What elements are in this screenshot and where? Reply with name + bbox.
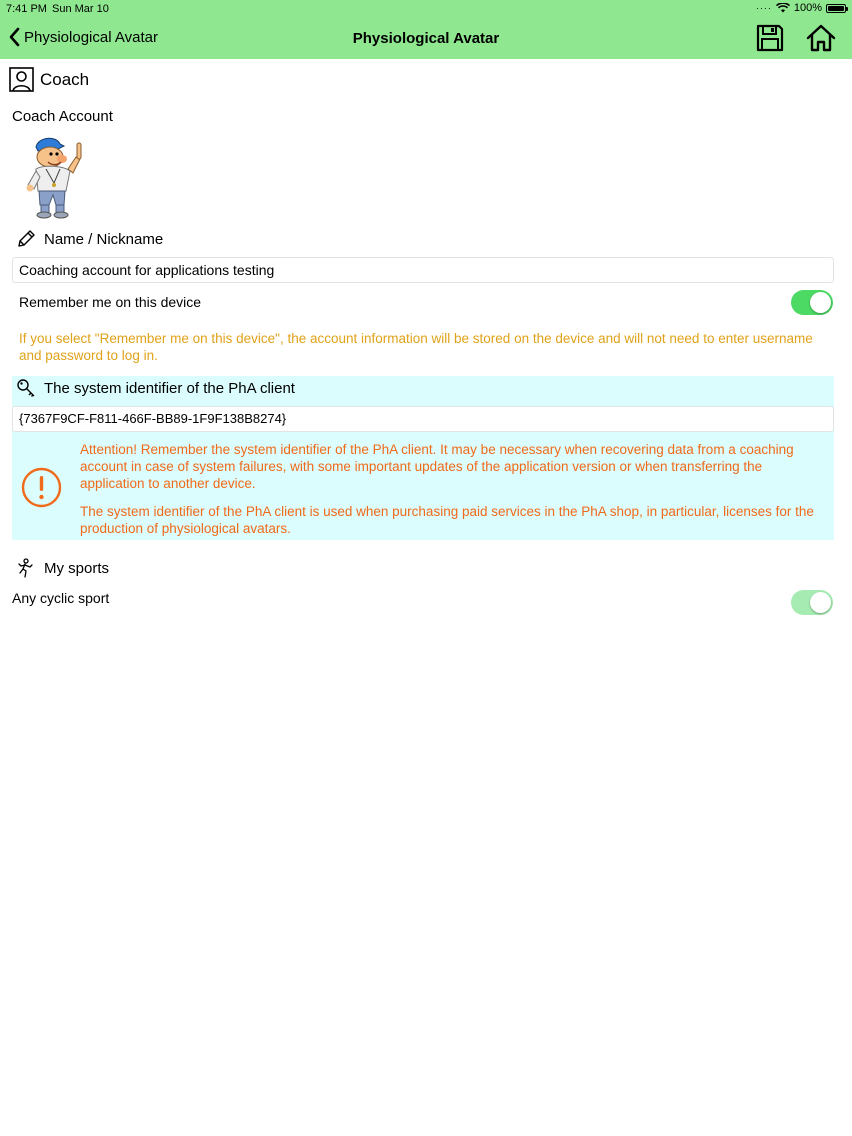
- warning-icon: [21, 467, 62, 508]
- system-id-label: The system identifier of the PhA client: [44, 379, 295, 397]
- name-label: Name / Nickname: [44, 230, 164, 248]
- name-section-header: [16, 229, 163, 249]
- battery-percent: 100%: [793, 2, 822, 14]
- status-right: [756, 2, 846, 14]
- system-id-attention-1: Attention! Remember the system identifier of the PhA client. It may be necessary when recovering data from a coaching account in case of system failures, with some important updates of the application version or when transferring the application to another device.: [80, 442, 794, 491]
- remember-toggle[interactable]: [791, 290, 833, 315]
- name-field-value: Coaching account for applications testing: [19, 262, 275, 278]
- key-icon: [16, 378, 36, 398]
- system-id-value: {7367F9CF-F811-466F-BB89-1F9F138B8274}: [19, 411, 287, 426]
- runner-icon: [16, 558, 36, 578]
- coach-account-label: Coach Account: [12, 108, 113, 125]
- sports-label: My sports: [44, 559, 110, 577]
- system-id-attention-2: The system identifier of the PhA client is used when purchasing paid services in the PhA shop, in particular, licenses for the production of physiological avatars.: [80, 504, 814, 536]
- status-time: 7:41 PM: [6, 3, 47, 15]
- page-title: Physiological Avatar: [352, 30, 500, 47]
- home-icon: [806, 23, 836, 53]
- save-button[interactable]: [755, 23, 785, 53]
- coach-section-header: [9, 67, 89, 92]
- remember-label: Remember me on this device: [19, 294, 202, 310]
- name-field[interactable]: [12, 257, 834, 283]
- system-id-header: [16, 378, 295, 398]
- coach-section-title: Coach: [40, 69, 90, 89]
- home-button[interactable]: [806, 23, 836, 53]
- pencil-icon: [16, 229, 36, 249]
- remember-hint: If you select "Remember me on this device", the account information will be stored on the device and will not need to enter username and password to log in.: [19, 331, 813, 363]
- remember-row: [19, 294, 201, 310]
- back-button-label: Physiological Avatar: [24, 28, 158, 46]
- sports-section-header: [16, 558, 109, 578]
- signal-dots-icon: ····: [755, 3, 772, 13]
- sport-item-row: [12, 590, 109, 606]
- status-date: Sun Mar 10: [52, 3, 109, 15]
- sport-item-toggle[interactable]: [791, 590, 833, 615]
- battery-icon: [826, 4, 846, 13]
- system-id-field[interactable]: [12, 406, 834, 432]
- sport-item-label: Any cyclic sport: [12, 590, 110, 606]
- navigation-bar: [0, 0, 852, 59]
- coach-account-row: [12, 108, 113, 125]
- save-icon: [755, 23, 785, 53]
- user-icon: [9, 67, 34, 92]
- status-bar: [0, 0, 852, 18]
- back-button[interactable]: [8, 27, 158, 47]
- wifi-icon: [776, 3, 790, 13]
- chevron-left-icon: [8, 27, 21, 47]
- coach-avatar: [18, 133, 90, 219]
